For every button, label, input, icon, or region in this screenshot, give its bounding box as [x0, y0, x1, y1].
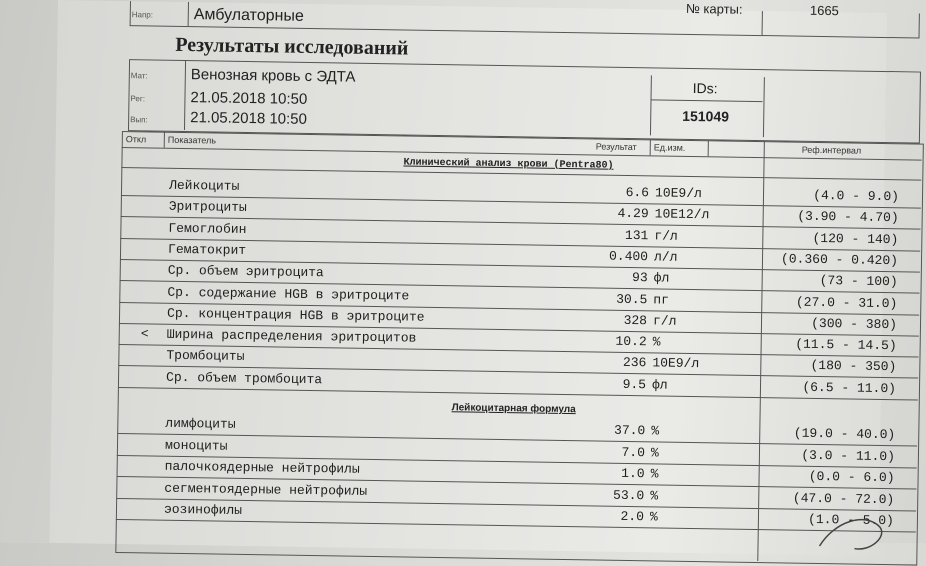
reference-interval: (27.0 - 31.0) [795, 294, 898, 312]
result-value: 30.5 [616, 291, 648, 308]
unit: % [650, 445, 659, 461]
unit: г/л [652, 313, 677, 329]
reference-interval: (3.0 - 11.0) [801, 447, 896, 465]
result-value: 0.400 [608, 248, 649, 265]
indicator-name: Ширина распределения эритроцитов [166, 326, 417, 346]
ids-value: 151049 [682, 107, 730, 125]
result-value: 53.0 [612, 487, 645, 504]
reference-interval: (19.0 - 40.0) [793, 425, 896, 443]
unit: фл [653, 270, 670, 286]
result-value: 7.0 [621, 444, 646, 461]
result-value: 10.2 [615, 333, 647, 350]
reference-interval: (0.360 - 0.420) [780, 251, 899, 269]
column-header-result: Результат [595, 141, 637, 153]
reference-interval: (300 - 380) [811, 315, 898, 333]
unit: 10E12/л [654, 206, 710, 223]
page-title: Результаты исследований [175, 33, 409, 60]
issued-label: Вып: [130, 115, 148, 125]
column-header-deviation: Откл [125, 134, 147, 145]
column-header-indicator: Показатель [167, 134, 217, 146]
result-value: 2.0 [620, 508, 645, 525]
indicator-name: Ср. концентрация HGB в эритроците [166, 305, 425, 325]
signature-scribble [809, 506, 900, 557]
material-value: Венозная кровь с ЭДТА [190, 66, 356, 86]
result-value: 4.29 [617, 205, 649, 222]
result-value: 9.5 [622, 376, 647, 393]
lab-report-sheet [49, 0, 900, 556]
indicator-name: Эритроциты [168, 198, 247, 215]
unit: фл [651, 377, 668, 393]
reference-interval: (6.5 - 11.0) [802, 379, 897, 397]
unit: % [650, 488, 659, 504]
result-value: 6.6 [625, 184, 650, 201]
reference-interval: (11.5 - 14.5) [795, 336, 897, 354]
direction-value: Амбулаторные [193, 6, 304, 25]
unit: 10E9/л [652, 355, 700, 372]
registered-label: Рег: [130, 94, 146, 104]
deviation-flag: < [140, 326, 149, 342]
direction-label: Напр: [131, 10, 154, 20]
issued-datetime: 21.05.2018 10:50 [190, 109, 308, 128]
result-value: 93 [631, 270, 648, 286]
section-title-cbc: Клинический анализ крови (Pentra80) [403, 157, 614, 172]
unit: л/л [653, 249, 678, 265]
result-value: 37.0 [613, 422, 646, 439]
reference-interval: (180 - 350) [810, 357, 897, 375]
reference-interval: (73 - 100) [819, 272, 898, 290]
reference-interval: (47.0 - 72.0) [792, 490, 895, 508]
indicator-name: сегментоядерные нейтрофилы [164, 480, 368, 499]
registered-datetime: 21.05.2018 10:50 [190, 89, 308, 108]
result-value: 1.0 [621, 465, 645, 482]
reference-interval: (1.0 - 5.0) [807, 511, 895, 529]
unit: % [652, 334, 661, 350]
indicator-name: Ср. объем тромбоцита [165, 369, 323, 388]
column-header-unit: Ед.изм. [653, 142, 686, 153]
indicator-name: Гематокрит [167, 241, 247, 258]
indicator-name: палочкоядерные нейтрофилы [164, 458, 360, 477]
column-header-reference: Реф.интервал [801, 144, 862, 156]
reference-interval: (4.0 - 9.0) [813, 187, 900, 205]
indicator-name: эозинофилы [163, 501, 243, 518]
reference-interval: (120 - 140) [812, 230, 899, 248]
indicator-name: моноциты [164, 437, 228, 454]
unit: % [651, 423, 660, 439]
indicator-name: Тромбоциты [166, 347, 245, 364]
card-label: № карты: [685, 0, 743, 17]
result-value: 328 [623, 312, 648, 329]
indicator-name: Ср. содержание HGB в эритроците [167, 284, 410, 304]
material-label: Мат: [130, 71, 148, 81]
unit: пг [653, 292, 670, 308]
indicator-name: лимфоциты [165, 415, 236, 432]
indicator-name: Гемоглобин [168, 220, 247, 237]
unit: г/л [654, 228, 678, 244]
ids-label: IDs: [692, 79, 718, 97]
reference-interval: (3.90 - 4.70) [797, 208, 899, 226]
unit: % [650, 466, 659, 482]
unit: 10E9/л [654, 185, 702, 202]
indicator-name: Лейкоциты [168, 177, 240, 194]
indicator-name: Ср. объем эритроцита [167, 262, 324, 281]
section-title-leukocyte-formula: Лейкоцитарная формула [451, 402, 576, 416]
result-value: 236 [622, 354, 647, 371]
result-value: 131 [624, 227, 649, 244]
reference-interval: (0.0 - 6.0) [808, 468, 895, 486]
card-value: 1665 [809, 2, 839, 19]
unit: % [649, 509, 658, 525]
